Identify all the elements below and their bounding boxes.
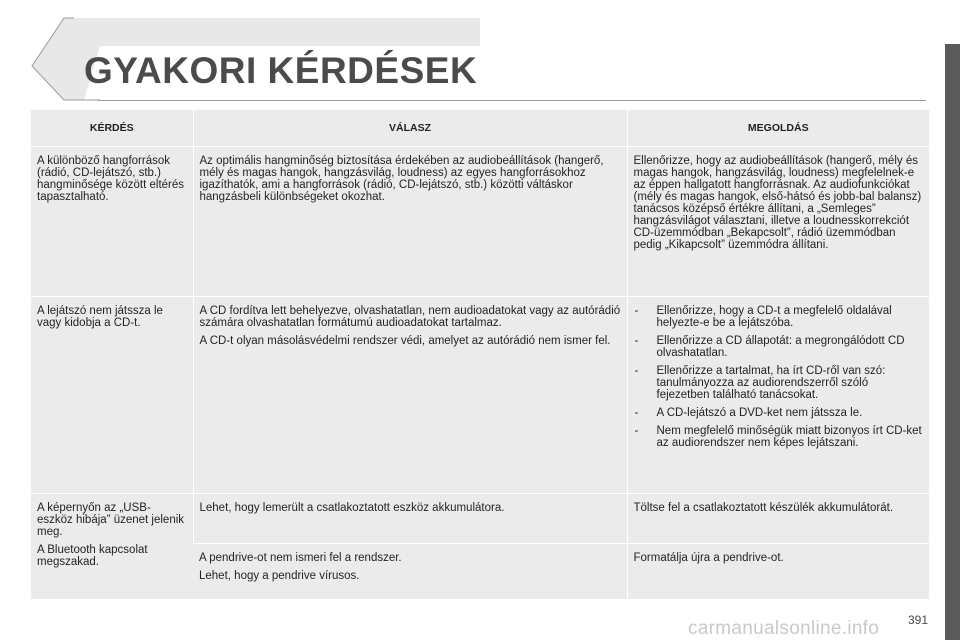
column-header-answer: VÁLASZ <box>193 110 627 147</box>
table-row <box>31 147 929 297</box>
question-cell <box>31 297 193 494</box>
answer-text: Lehet, hogy a pendrive vírusos. <box>199 570 360 582</box>
solution-text: Formatálja újra a pendrive-ot. <box>633 552 784 564</box>
faq-table <box>31 110 929 599</box>
solution-cell <box>627 297 929 494</box>
header-divider <box>98 100 926 101</box>
answer-cell <box>193 147 627 297</box>
answer-text: A pendrive-ot nem ismeri fel a rendszer. <box>199 552 402 564</box>
list-item: - A CD-lejátszó a DVD-ket nem játssza le. <box>634 407 924 419</box>
question-cell <box>31 494 193 599</box>
list-item: - Ellenőrizze a CD állapotát: a megrongálódott CD olvashatatlan. <box>634 335 924 359</box>
answer-text: A CD fordítva lett behelyezve, olvashatatlan, nem audioadatokat vagy az autórádió számára olvashatatlan formátumú audioadatokat tartalmaz. <box>199 305 621 329</box>
page-number: 391 <box>908 613 929 627</box>
list-item: - Nem megfelelő minőségük miatt bizonyos írt CD-ket az audiorendszer nem képes lejátszani. <box>634 425 924 449</box>
question-text: A képernyőn az „USB-eszköz hibája” üzenet jelenik meg. <box>37 502 185 538</box>
answer-text: Lehet, hogy lemerült a csatlakoztatott eszköz akkumulátora. <box>199 502 505 514</box>
solution-list <box>634 305 924 449</box>
list-item: - Ellenőrizze, hogy a CD-t a megfelelő oldalával helyezte-e be a lejátszóba. <box>634 305 924 329</box>
table-row <box>31 297 929 494</box>
question-cell <box>31 147 193 297</box>
answer-text: A CD-t olyan másolásvédelmi rendszer védi, amelyet az autórádió nem ismer fel. <box>199 335 611 347</box>
side-bar <box>945 44 960 640</box>
solution-cell <box>627 147 929 297</box>
question-text: A különböző hangforrások (rádió, CD-lejátszó, stb.) hangminősége között eltérés tapasztalható. <box>37 155 185 203</box>
solution-cell <box>627 544 929 599</box>
column-header-solution: MEGOLDÁS <box>627 110 929 147</box>
answer-text: Az optimális hangminőség biztosítása érdekében az audiobeállítások (hangerő, mély és magas hangok, hangzásvilág, loudness) az egyes hangforrásokhoz igazíthatók, ami a hangforrások (rádió, CD-lejátszó, stb.) közötti váltáskor hangzásbeli különbségeket okozhat. <box>199 155 604 203</box>
column-header-question: KÉRDÉS <box>31 110 193 147</box>
solution-text: Ellenőrizze, hogy az audiobeállítások (hangerő, mély és magas hangok, hangzásvilág, loudness) megfelelnek-e az éppen hallgatott hangforrásnak. Az audiofunkciókat (mély és magas hangok, első-hátsó és jobb-bal balansz) tanácsos középső értékre állítani, a „Semleges” hangzásvilágot választani, illetve a loudnesskorrekciót CD-üzemmódban „Bekapcsolt”, rádió üzemmódban pedig „Kikapcsolt” üzemmódra állítani. <box>633 155 922 251</box>
answer-cell <box>193 544 627 599</box>
list-item: - Ellenőrizze a tartalmat, ha írt CD-ről van szó: tanulmányozza az audiorendszerről szóló fejezetben található tanácsokat. <box>634 365 924 401</box>
answer-cell <box>193 297 627 494</box>
table-row <box>31 494 929 544</box>
solution-text: Töltse fel a csatlakoztatott készülék akkumulátorát. <box>633 502 894 514</box>
page-title: GYAKORI KÉRDÉSEK <box>84 50 478 91</box>
table-header-row <box>31 110 929 147</box>
question-text: A lejátszó nem játssza le vagy kidobja a CD-t. <box>37 305 163 329</box>
solution-cell <box>627 494 929 544</box>
answer-cell <box>193 494 627 544</box>
question-text: A Bluetooth kapcsolat megszakad. <box>37 544 148 568</box>
watermark: carmanualsonline.info <box>688 618 880 639</box>
